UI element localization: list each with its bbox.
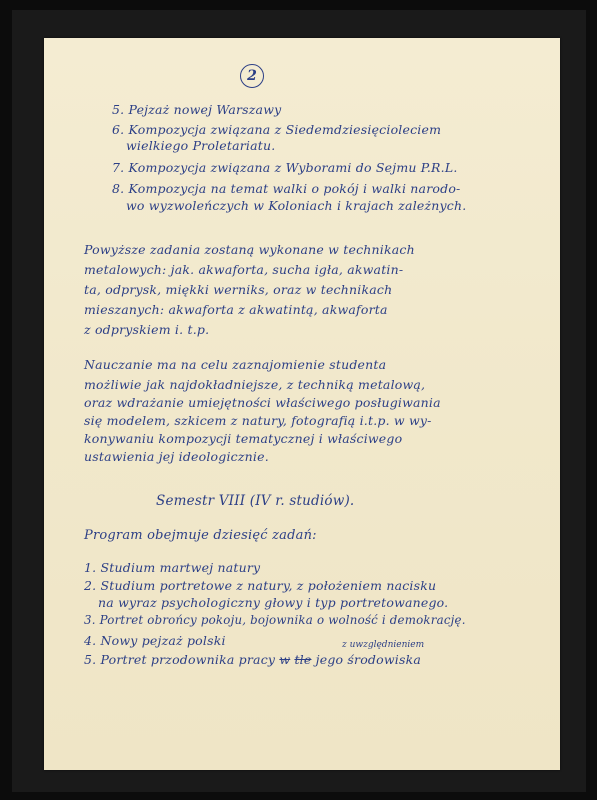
paragraph-line: Powyższe zadania zostaną wykonane w technikach xyxy=(84,242,415,257)
item-text: Portret przodownika pracy xyxy=(100,652,280,667)
paragraph-line: ta, odprysk, miękki werniks, oraz w technikach xyxy=(84,282,393,297)
item-text: Kompozycja na temat walki o pokój i walki narodo- xyxy=(128,181,461,196)
struck-text: tle xyxy=(294,652,312,667)
list-item xyxy=(112,122,441,137)
struck-text: w xyxy=(279,652,291,667)
item-number: 3. xyxy=(84,613,96,627)
item-text: Pejzaż nowej Warszawy xyxy=(128,102,282,117)
list-item xyxy=(84,613,466,628)
semester-heading: Semestr VIII (IV r. studiów). xyxy=(156,493,355,509)
list-item-continuation: wielkiego Proletariatu. xyxy=(126,138,276,153)
item-text: Nowy pejzaż polski xyxy=(100,633,226,648)
item-text: Studium martwej natury xyxy=(100,560,261,575)
list-item-continuation: na wyraz psychologiczny głowy i typ portretowanego. xyxy=(98,595,449,610)
program-intro: Program obejmuje dziesięć zadań: xyxy=(84,528,317,543)
item-number: 7. xyxy=(112,160,125,175)
item-number: 4. xyxy=(84,633,97,648)
item-number: 2. xyxy=(84,578,97,593)
list-item-continuation: wo wyzwoleńczych w Koloniach i krajach zależnych. xyxy=(126,198,467,213)
paragraph-line: oraz wdrażanie umiejętności właściwego posługiwania xyxy=(84,395,441,410)
list-item xyxy=(84,560,260,575)
paragraph-line: się modelem, szkicem z natury, fotografią i.t.p. w wy- xyxy=(84,413,432,428)
list-item xyxy=(84,578,436,593)
paragraph-line: z odpryskiem i. t.p. xyxy=(84,322,210,337)
item-text: Studium portretowe z natury, z położeniem nacisku xyxy=(100,578,437,593)
item-text: jego środowiska xyxy=(311,652,421,667)
list-item xyxy=(84,652,421,667)
item-number: 5. xyxy=(84,652,97,667)
item-text: Kompozycja związana z Wyborami do Sejmu P.R.L. xyxy=(128,160,458,175)
list-item xyxy=(112,181,460,196)
item-text: Portret obrońcy pokoju, bojownika o wolność i demokrację. xyxy=(99,613,466,627)
document-page xyxy=(44,38,560,770)
paragraph-line: ustawienia jej ideologicznie. xyxy=(84,449,269,464)
item-text: Kompozycja związana z Siedemdziesięcioleciem xyxy=(128,122,442,137)
item-number: 5. xyxy=(112,102,125,117)
paragraph-line: konywaniu kompozycji tematycznej i właściwego xyxy=(84,431,403,446)
item-number: 6. xyxy=(112,122,125,137)
paragraph-line: Nauczanie ma na celu zaznajomienie studenta xyxy=(84,357,387,372)
item-number: 1. xyxy=(84,560,97,575)
list-item xyxy=(84,633,226,648)
list-item xyxy=(112,160,458,175)
paragraph-line: metalowych: jak. akwaforta, sucha igła, akwatin- xyxy=(84,262,404,277)
item-number: 8. xyxy=(112,181,125,196)
handwritten-insertion: z uwzględnieniem xyxy=(342,640,425,650)
list-item xyxy=(112,102,281,117)
paragraph-line: możliwie jak najdokładniejsze, z techniką metalową, xyxy=(84,377,426,392)
page-number: 2 xyxy=(240,64,264,88)
paragraph-line: mieszanych: akwaforta z akwatintą, akwaforta xyxy=(84,302,388,317)
